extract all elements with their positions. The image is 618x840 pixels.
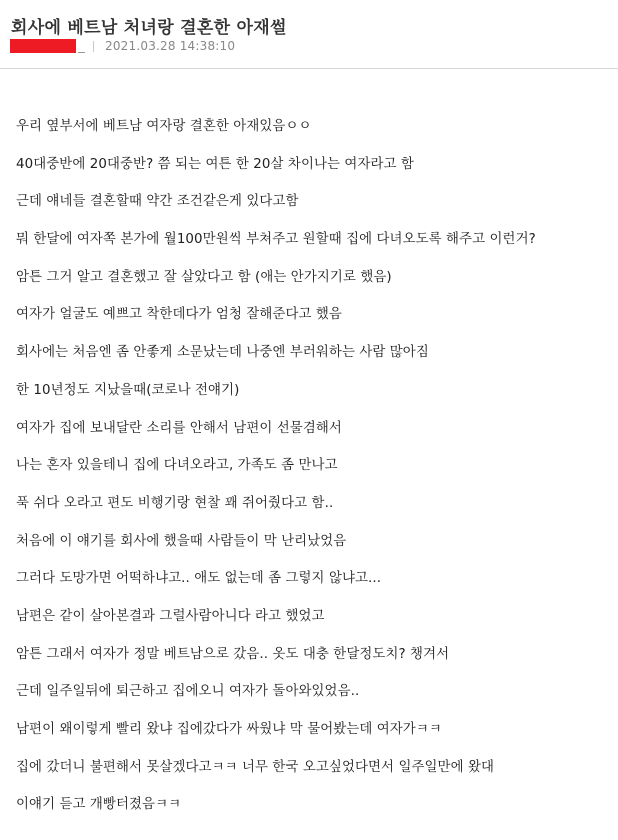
- post-line: 우리 옆부서에 베트남 여자랑 결혼한 아재있음ㅇㅇ: [16, 119, 312, 134]
- post-line: 나는 혼자 있을테니 집에 다녀오라고, 가족도 좀 만나고: [16, 458, 338, 474]
- post-line: 40대중반에 20대중반? 쯤 되는 여튼 한 20살 차이나는 여자라고 함: [16, 156, 414, 172]
- post-line: 남편은 같이 살아본결과 그럴사람아니다 라고 했었고: [16, 608, 325, 624]
- post-meta: [10, 38, 235, 54]
- author-name-redacted[interactable]: [10, 39, 76, 53]
- post-header: [0, 0, 618, 69]
- post-line: 뭐 한달에 여자쪽 본가에 월100만원씩 부쳐주고 원할때 집에 다녀오도록 해주고 이런거?: [16, 232, 536, 248]
- post-line: 그러다 도망가면 어떡하냐고.. 애도 없는데 좀 그렇지 않냐고...: [16, 571, 382, 587]
- post-title: 회사에 베트남 처녀랑 결혼한 아재썰: [11, 18, 287, 38]
- author-name-tail: [78, 39, 85, 53]
- post-line: 근데 얘네들 결혼할때 약간 조건같은게 있다고함: [16, 194, 299, 210]
- post-line: 회사에는 처음엔 좀 안좋게 소문났는데 나중엔 부러워하는 사람 많아짐: [16, 345, 429, 361]
- post-line: 여자가 집에 보내달란 소리를 안해서 남편이 선물겸해서: [16, 420, 342, 436]
- post-line: 암튼 그거 알고 결혼했고 잘 살았다고 함 (애는 안가지기로 했음): [16, 269, 392, 285]
- post-line: 처음에 이 얘기를 회사에 했을때 사람들이 막 난리났었음: [16, 533, 347, 549]
- post-body: [16, 118, 612, 834]
- post-line: 집에 갔더니 불편해서 못살겠다고ㅋㅋ 너무 한국 오고싶었다면서 일주일만에 왔대: [16, 759, 495, 775]
- post-line: 이얘기 듣고 개빵터졌음ㅋㅋ: [16, 797, 182, 813]
- post-timestamp: 2021.03.28 14:38:10: [105, 39, 236, 53]
- post-line: 푹 쉬다 오라고 편도 비행기랑 현찰 꽤 쥐어줬다고 함..: [16, 495, 334, 511]
- post-line: 남편이 왜이렇게 빨리 왔냐 집에갔다가 싸웠냐 막 물어봤는데 여자가ㅋㅋ: [16, 722, 442, 737]
- post-line: 여자가 얼굴도 예쁘고 착한데다가 엄청 잘해준다고 했음: [16, 307, 342, 323]
- post-line: 암튼 그래서 여자가 정말 베트남으로 갔음.. 옷도 대충 한달정도치? 챙겨서: [16, 646, 450, 662]
- post-line: 근데 일주일뒤에 퇴근하고 집에오니 여자가 돌아와있었음..: [16, 684, 360, 700]
- meta-divider: [93, 41, 94, 52]
- post-line: 한 10년정도 지났을때(코로나 전얘기): [16, 382, 240, 398]
